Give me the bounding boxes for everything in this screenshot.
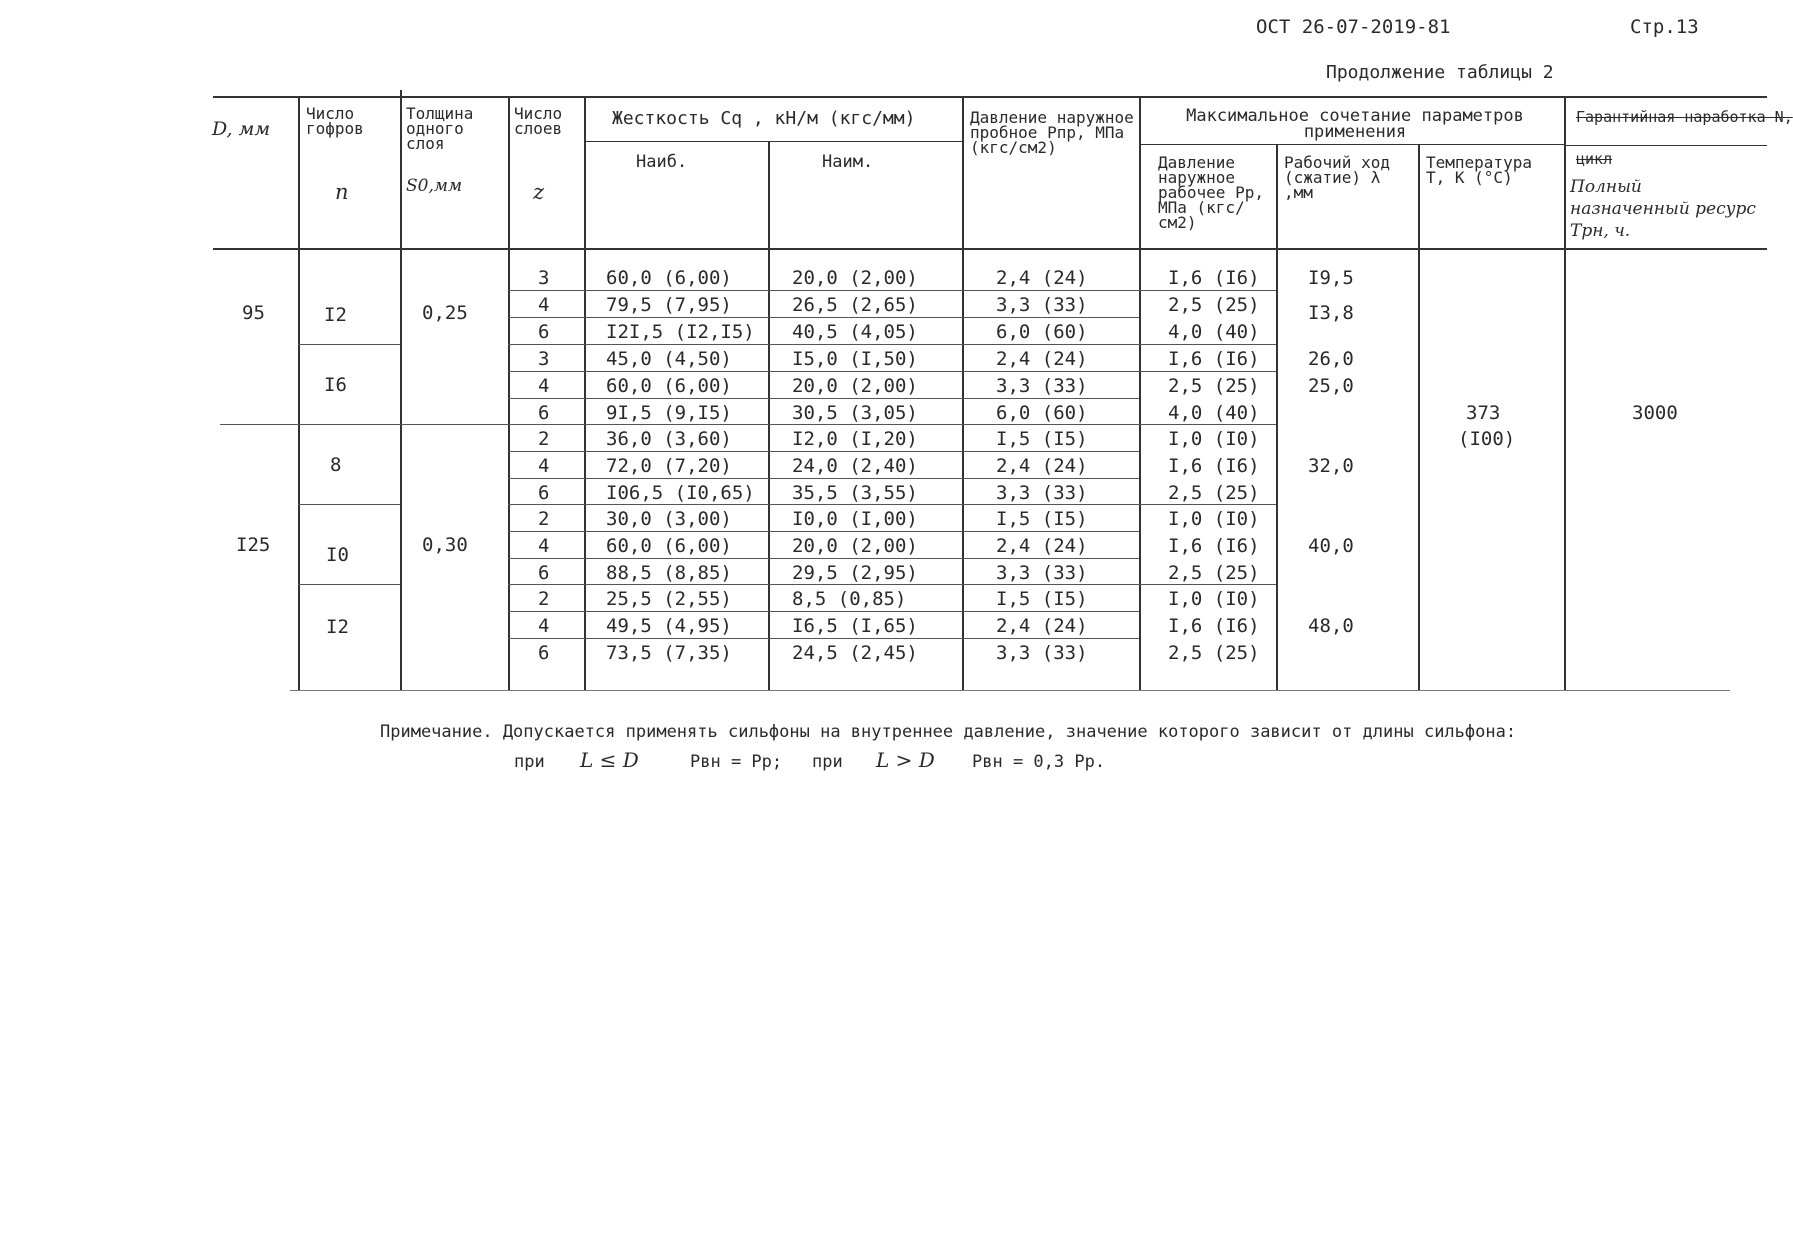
header-stiffness: Жесткость Cq , кН/м (кгс/мм) — [612, 108, 916, 129]
stiffness-min-value: 20,0 (2,00) — [792, 267, 918, 289]
stiffness-min-value: 35,5 (3,55) — [792, 482, 918, 504]
test-pressure-value: 2,4 (24) — [996, 615, 1088, 637]
work-pressure-value: I,6 (I6) — [1168, 348, 1260, 370]
stroke-value: 32,0 — [1308, 455, 1354, 477]
stiffness-min-value: 30,5 (3,05) — [792, 402, 918, 424]
test-pressure-value: I,5 (I5) — [996, 508, 1088, 530]
layers-value: 2 — [538, 588, 550, 610]
work-pressure-value: I,0 (I0) — [1168, 428, 1260, 450]
stroke-value: 25,0 — [1308, 375, 1354, 397]
header-diameter: D, мм — [212, 118, 271, 140]
stiffness-min-value: 40,5 (4,05) — [792, 321, 918, 343]
work-pressure-value: 4,0 (40) — [1168, 402, 1260, 424]
test-pressure-value: 2,4 (24) — [996, 455, 1088, 477]
header-resource: Полный назначенный ресурс Трн, ч. — [1570, 177, 1756, 241]
page-number: Стр.13 — [1630, 16, 1699, 38]
resource-value: 3000 — [1632, 402, 1678, 424]
header-layer-thickness: Толщина одного слоя — [406, 104, 474, 153]
diameter-value-95: 95 — [242, 302, 265, 324]
layers-value: 3 — [538, 267, 550, 289]
stiffness-min-value: I0,0 (I,00) — [792, 508, 918, 530]
layers-value: 6 — [538, 321, 550, 343]
stiffness-max-value: 88,5 (8,85) — [606, 562, 732, 584]
layers-value: 4 — [538, 615, 550, 637]
work-pressure-value: 2,5 (25) — [1168, 294, 1260, 316]
layers-value: 4 — [538, 455, 550, 477]
footnote-equation-1: Рвн = Рр; — [690, 752, 783, 772]
table-continuation-label: Продолжение таблицы 2 — [1326, 62, 1554, 83]
stiffness-max-value: 25,5 (2,55) — [606, 588, 732, 610]
stiffness-max-value: 9I,5 (9,I5) — [606, 402, 732, 424]
stiffness-min-value: 24,5 (2,45) — [792, 642, 918, 664]
work-pressure-value: 2,5 (25) — [1168, 375, 1260, 397]
corrugations-value: 8 — [330, 454, 342, 476]
footnote-text: Примечание. Допускается применять сильфоны на внутреннее давление, значение которого зависит от длины сильфона: — [380, 722, 1517, 742]
header-work-pressure: Давление наружное рабочее Рр, МПа (кгс/см2) — [1158, 153, 1264, 232]
work-pressure-value: I,6 (I6) — [1168, 267, 1260, 289]
stiffness-max-value: 36,0 (3,60) — [606, 428, 732, 450]
stiffness-max-value: 72,0 (7,20) — [606, 455, 732, 477]
stiffness-max-value: I06,5 (I0,65) — [606, 482, 755, 504]
header-max-combination: Максимальное сочетание параметров применения — [1186, 106, 1524, 142]
layers-value: 3 — [538, 348, 550, 370]
test-pressure-value: 3,3 (33) — [996, 642, 1088, 664]
stiffness-max-value: 30,0 (3,00) — [606, 508, 732, 530]
corrugations-value: I2 — [326, 616, 349, 638]
layers-value: 2 — [538, 428, 550, 450]
diameter-value-125: I25 — [236, 534, 271, 556]
stiffness-max-value: I2I,5 (I2,I5) — [606, 321, 755, 343]
header-stiffness-min: Наим. — [822, 152, 874, 172]
test-pressure-value: I,5 (I5) — [996, 588, 1088, 610]
header-layer-count: Число слоев — [514, 104, 563, 138]
work-pressure-value: I,0 (I0) — [1168, 508, 1260, 530]
header-layer-count-symbol: z — [533, 180, 545, 204]
stiffness-max-value: 49,5 (4,95) — [606, 615, 732, 637]
thickness-value-025: 0,25 — [422, 302, 468, 324]
temperature-celsius-value: (I00) — [1458, 428, 1516, 450]
corrugations-value: I0 — [326, 544, 349, 566]
work-pressure-value: I,6 (I6) — [1168, 615, 1260, 637]
stiffness-min-value: 29,5 (2,95) — [792, 562, 918, 584]
corrugations-value: I2 — [324, 304, 347, 326]
layers-value: 4 — [538, 294, 550, 316]
work-pressure-value: I,6 (I6) — [1168, 535, 1260, 557]
stiffness-min-value: 8,5 (0,85) — [792, 588, 907, 610]
footnote-pri-1: при — [514, 752, 545, 772]
layers-value: 2 — [538, 508, 550, 530]
header-temperature: Температура T, К (°C) — [1426, 153, 1532, 187]
header-corrugations-symbol: n — [335, 180, 349, 204]
test-pressure-value: 3,3 (33) — [996, 294, 1088, 316]
layers-value: 6 — [538, 482, 550, 504]
stiffness-min-value: I6,5 (I,65) — [792, 615, 918, 637]
header-layer-thickness-symbol: S0,мм — [406, 176, 463, 196]
footnote-equation-2: Рвн = 0,3 Рр. — [972, 752, 1106, 772]
test-pressure-value: 3,3 (33) — [996, 482, 1088, 504]
stroke-value: 48,0 — [1308, 615, 1354, 637]
stiffness-min-value: 20,0 (2,00) — [792, 535, 918, 557]
header-corrugations: Число гофров — [306, 104, 364, 138]
work-pressure-value: I,6 (I6) — [1168, 455, 1260, 477]
stiffness-max-value: 60,0 (6,00) — [606, 375, 732, 397]
stroke-value: I3,8 — [1308, 302, 1354, 324]
document-code: ОСТ 26-07-2019-81 — [1256, 16, 1451, 38]
thickness-value-030: 0,30 — [422, 534, 468, 556]
test-pressure-value: 2,4 (24) — [996, 535, 1088, 557]
header-test-pressure: Давление наружное пробное Рпр, МПа (кгс/см2) — [970, 108, 1134, 157]
header-work-stroke: Рабочий ход (сжатие) λ ,мм — [1284, 153, 1390, 202]
test-pressure-value: 3,3 (33) — [996, 375, 1088, 397]
test-pressure-value: 2,4 (24) — [996, 267, 1088, 289]
work-pressure-value: I,0 (I0) — [1168, 588, 1260, 610]
test-pressure-value: I,5 (I5) — [996, 428, 1088, 450]
footnote-condition-2: L > D — [876, 748, 935, 772]
layers-value: 6 — [538, 562, 550, 584]
work-pressure-value: 2,5 (25) — [1168, 482, 1260, 504]
stiffness-min-value: 26,5 (2,65) — [792, 294, 918, 316]
corrugations-value: I6 — [324, 374, 347, 396]
layers-value: 6 — [538, 402, 550, 424]
stiffness-max-value: 45,0 (4,50) — [606, 348, 732, 370]
layers-value: 4 — [538, 535, 550, 557]
footnote-condition-1: L ≤ D — [580, 748, 639, 772]
stiffness-max-value: 79,5 (7,95) — [606, 294, 732, 316]
layers-value: 4 — [538, 375, 550, 397]
stiffness-min-value: 24,0 (2,40) — [792, 455, 918, 477]
test-pressure-value: 6,0 (60) — [996, 402, 1088, 424]
footnote-pri-2: при — [812, 752, 843, 772]
temperature-value: 373 — [1466, 402, 1501, 424]
layers-value: 6 — [538, 642, 550, 664]
test-pressure-value: 3,3 (33) — [996, 562, 1088, 584]
stroke-value: 26,0 — [1308, 348, 1354, 370]
stiffness-min-value: I5,0 (I,50) — [792, 348, 918, 370]
stroke-value: 40,0 — [1308, 535, 1354, 557]
stroke-value: I9,5 — [1308, 267, 1354, 289]
stiffness-min-value: I2,0 (I,20) — [792, 428, 918, 450]
stiffness-max-value: 60,0 (6,00) — [606, 267, 732, 289]
test-pressure-value: 6,0 (60) — [996, 321, 1088, 343]
stiffness-min-value: 20,0 (2,00) — [792, 375, 918, 397]
header-warranty-struck: Гарантийная наработка N, — [1576, 108, 1793, 126]
work-pressure-value: 4,0 (40) — [1168, 321, 1260, 343]
stiffness-max-value: 73,5 (7,35) — [606, 642, 732, 664]
work-pressure-value: 2,5 (25) — [1168, 642, 1260, 664]
work-pressure-value: 2,5 (25) — [1168, 562, 1260, 584]
header-stiffness-max: Наиб. — [636, 152, 688, 172]
stiffness-max-value: 60,0 (6,00) — [606, 535, 732, 557]
test-pressure-value: 2,4 (24) — [996, 348, 1088, 370]
header-warranty-struck-cycle: цикл — [1576, 150, 1613, 168]
